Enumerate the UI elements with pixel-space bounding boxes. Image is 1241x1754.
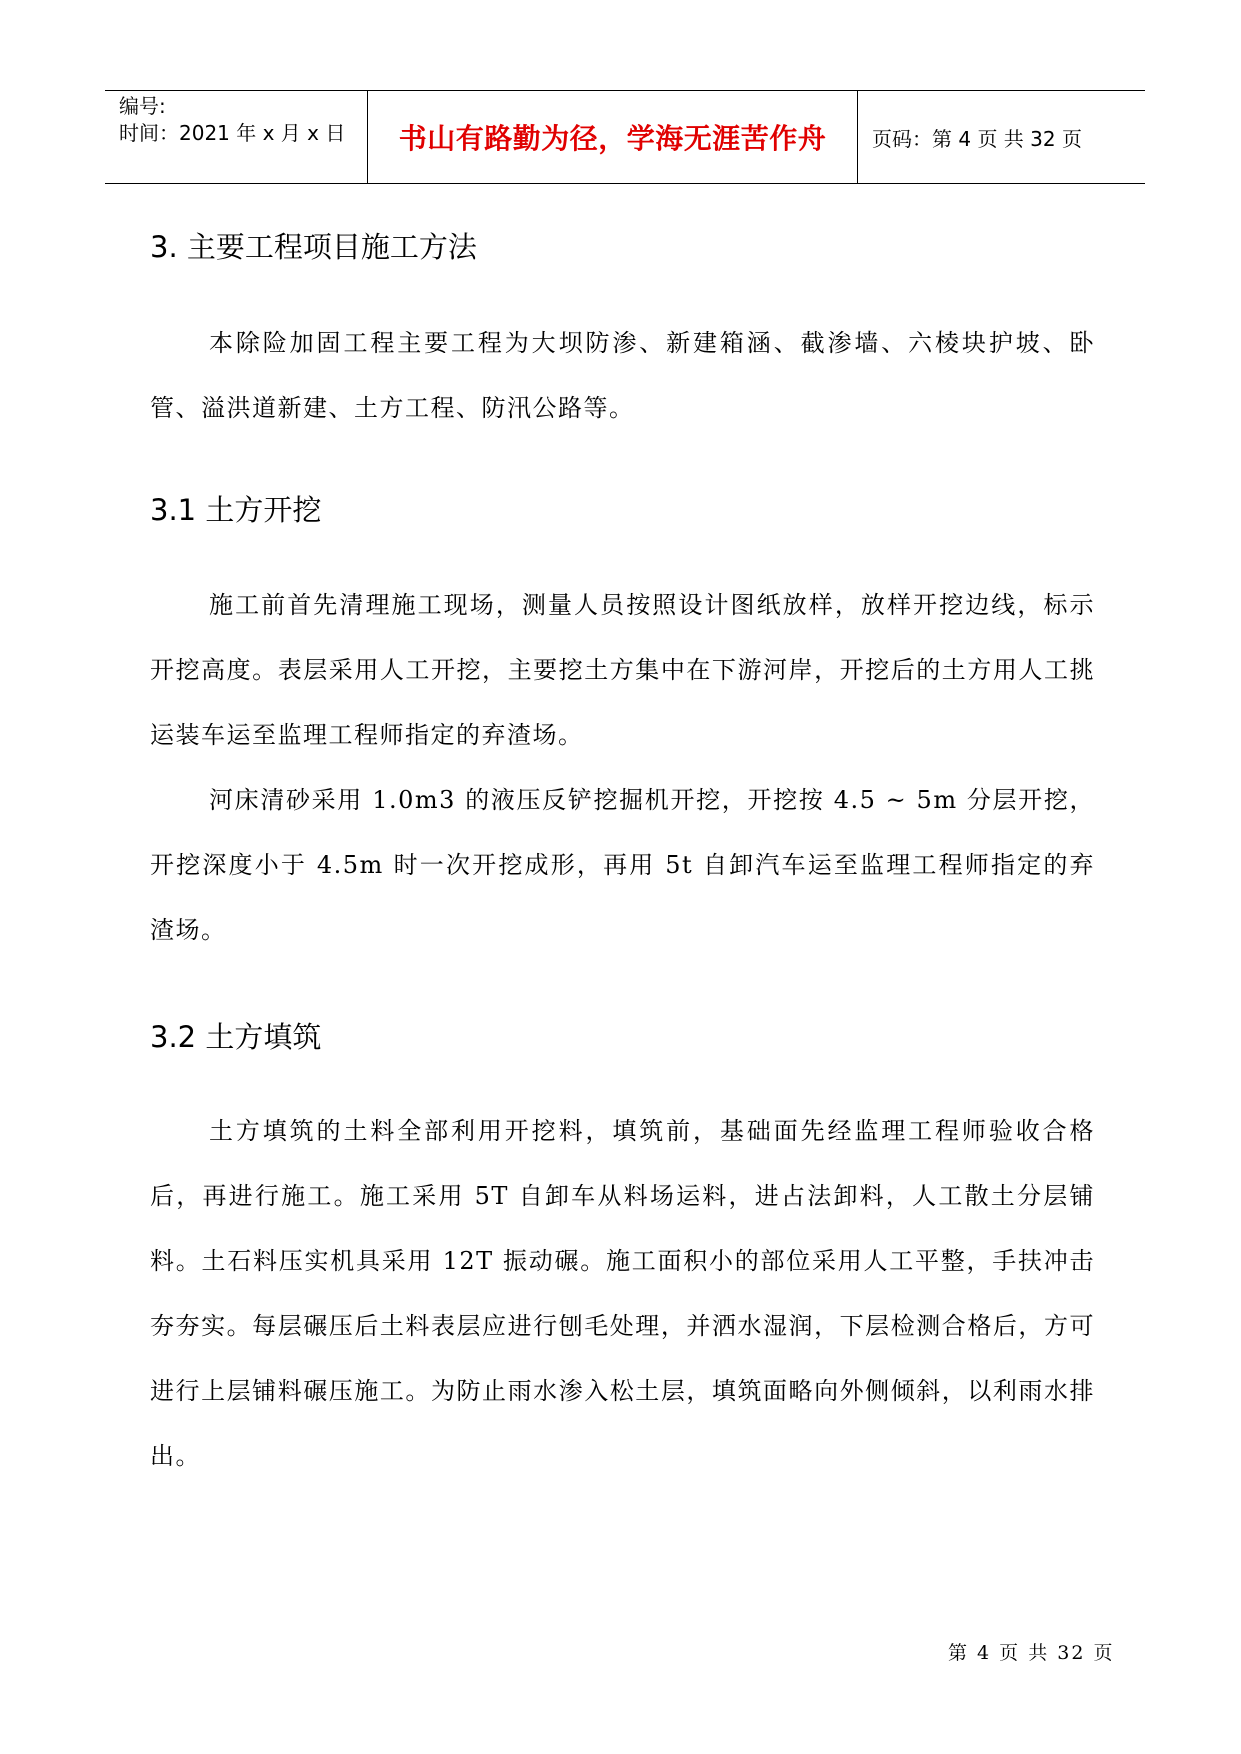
paragraph: 河床清砂采用 1.0m3 的液压反铲挖掘机开挖，开挖按 4.5 ~ 5m 分层开挖，开挖深度小于 4.5m 时一次开挖成形，再用 5t 自卸汽车运至监理工程师指定的弃渣场。 <box>150 786 1095 944</box>
header-page-cell <box>858 91 1145 183</box>
paragraph: 土方填筑的土料全部利用开挖料，填筑前，基础面先经监理工程师验收合格后，再进行施工。施工采用 5T 自卸车从料场运料，进占法卸料，人工散土分层铺料。土石料压实机具采用 12T 振动碾。施工面积小的部位采用人工平整，手扶冲击夯夯实。每层碾压后土料表层应进行刨毛处理，并洒水湿润，下层检测合格后，方可进行上层铺料碾压施工。为防止雨水渗入松土层，填筑面略向外侧倾斜，以利雨水排出。 <box>150 1117 1095 1470</box>
document-number-label: 编号: <box>119 94 166 118</box>
paragraph: 施工前首先清理施工现场，测量人员按照设计图纸放样，放样开挖边线，标示开挖高度。表层采用人工开挖，主要挖土方集中在下游河岸，开挖后的土方用人工挑运装车运至监理工程师指定的弃渣场。 <box>150 591 1095 749</box>
header-page-number: 页码：第 4 页 共 32 页 <box>872 126 1082 151</box>
document-header <box>105 90 1145 184</box>
document-time-label: 时间：2021 年 x 月 x 日 <box>119 121 346 145</box>
header-motto: 书山有路勤为径，学海无涯苦作舟 <box>398 122 827 155</box>
section-heading: 3. 主要工程项目施工方法 <box>150 230 477 264</box>
section-heading: 3.2 土方填筑 <box>150 1020 322 1054</box>
page-footer: 第 4 页 共 32 页 <box>948 1642 1115 1664</box>
header-motto-cell <box>368 91 858 183</box>
section-heading: 3.1 土方开挖 <box>150 493 322 527</box>
header-meta-cell <box>105 91 368 183</box>
paragraph: 本除险加固工程主要工程为大坝防渗、新建箱涵、截渗墙、六棱块护坡、卧管、溢洪道新建、土方工程、防汛公路等。 <box>150 329 1095 422</box>
